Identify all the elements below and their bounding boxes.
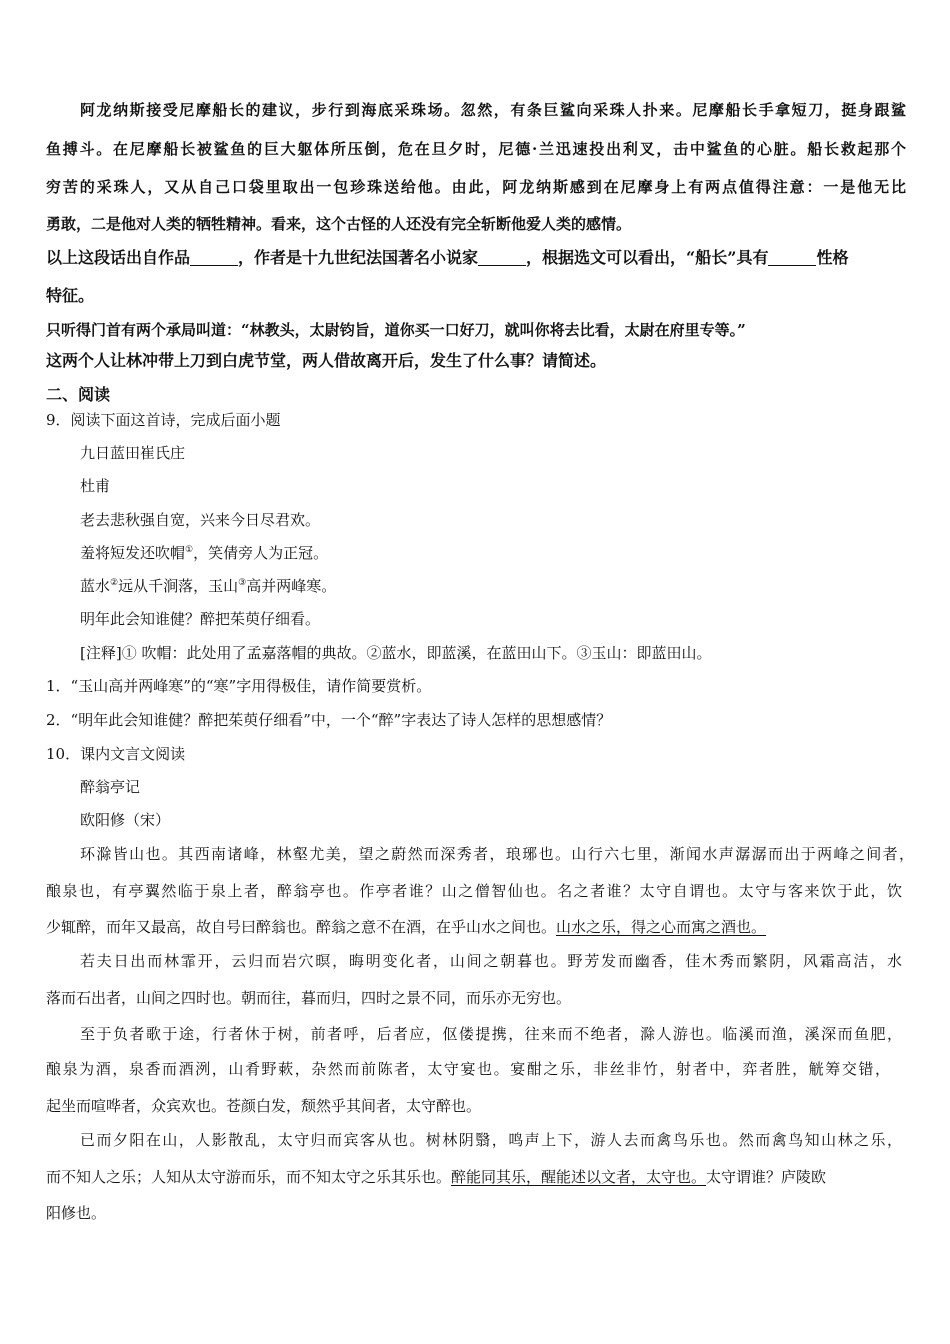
essay-p4-line-1: 已而夕阳在山，人影散乱，太守归而宾客从也。树林阴翳，鸣声上下，游人去而禽鸟乐也。然而禽鸟知山林之乐，	[80, 1131, 902, 1149]
essay-author: 欧阳修（宋）	[80, 811, 171, 829]
underlined-sentence-1: 山水之乐，得之心而寓之酒也。	[556, 918, 767, 936]
poem-author: 杜甫	[80, 477, 111, 495]
poem-line-3	[80, 576, 336, 596]
poem-line-4: 明年此会知谁健？醉把茱萸仔细看。	[80, 610, 321, 628]
poem-line-1: 老去悲秋强自宽，兴来今日尽君欢。	[80, 511, 321, 529]
poem-title: 九日蓝田崔氏庄	[80, 444, 186, 462]
passage1-line-4: 勇敢，二是他对人类的牺牲精神。看来，这个古怪的人还没有完全斩断他爱人类的感情。	[46, 215, 632, 233]
essay-p1-line-3-text: 少辄醉，而年又最高，故自号曰醉翁也。醉翁之意不在酒，在乎山水之间也。	[46, 918, 557, 936]
question2-line: 这两个人让林冲带上刀到白虎节堂，两人借故离开后，发生了什么事？请简述。	[46, 351, 607, 370]
essay-p4-line-2	[46, 1167, 826, 1187]
essay-p3-line-3: 起坐而喧哗者，众宾欢也。苍颜白发，颓然乎其间者，太守醉也。	[46, 1097, 482, 1115]
essay-title: 醉翁亭记	[80, 778, 141, 796]
essay-p3-line-1: 至于负者歌于途，行者休于树，前者呼，后者应，伛偻提携，往来而不绝者，滁人游也。临溪而渔，溪深而鱼肥，	[80, 1025, 902, 1043]
poem-note: [注释]① 吹帽：此处用了孟嘉落帽的典故。②蓝水，即蓝溪，在蓝田山下。③玉山：即蓝田山。	[80, 644, 712, 662]
q10-title: 10．课内文言文阅读	[46, 745, 186, 763]
passage1-line-1: 阿龙纳斯接受尼摩船长的建议，步行到海底采珠场。忽然，有条巨鲨向采珠人扑来。尼摩船长手拿短刀，挺身跟鲨	[80, 101, 906, 119]
essay-p2-line-1: 若夫日出而林霏开，云归而岩穴暝，晦明变化者，山间之朝暮也。野芳发而幽香，佳木秀而繁阴，风霜高洁，水	[80, 952, 902, 970]
essay-p2-line-2: 落而石出者，山间之四时也。朝而往，暮而归，四时之景不同，而乐亦无穷也。	[46, 989, 572, 1007]
poem-line-2-text-b: ，笑倩旁人为正冠。	[193, 544, 329, 562]
underlined-sentence-2: 醉能同其乐，醒能述以文者，太守也。	[451, 1168, 707, 1186]
essay-p4-line-2-text-a: 而不知人之乐；人知从太守游而乐，而不知太守之乐其乐也。	[46, 1168, 452, 1186]
poem-line-3-text-c: 高并两峰寒。	[246, 577, 337, 595]
passage1-line-3: 穷苦的采珠人，又从自己口袋里取出一包珍珠送给他。由此，阿龙纳斯感到在尼摩身上有两点值得注意：一是他无比	[46, 178, 906, 196]
question1-text-b: ，作者是十九世纪法国著名小说家	[238, 248, 479, 267]
answer-blank-work[interactable]	[190, 249, 238, 266]
essay-p4-line-3: 阳修也。	[46, 1204, 107, 1222]
q9-sub-question-2: 2．“明年此会知谁健？醉把茱萸仔细看”中，一个“醉”字表达了诗人怎样的思想感情？	[46, 711, 612, 729]
question1-line-1	[46, 248, 848, 268]
section-title-reading: 二、阅读	[46, 385, 111, 404]
question1-text-a: 以上这段话出自作品	[46, 248, 191, 267]
poem-line-3-text-b: 远从千涧落，玉山	[118, 577, 239, 595]
poem-line-2	[80, 543, 328, 563]
passage1-line-2: 鱼搏斗。在尼摩船长被鲨鱼的巨大躯体所压倒，危在旦夕时，尼德·兰迅速投出利叉，击中鲨鱼的心脏。船长救起那个	[46, 140, 906, 158]
essay-p1-line-1: 环滁皆山也。其西南诸峰，林壑尤美，望之蔚然而深秀者，琅琊也。山行六七里，渐闻水声潺潺而出于两峰之间者，	[80, 845, 914, 863]
answer-blank-trait[interactable]	[768, 249, 816, 266]
essay-p1-line-2: 酿泉也，有亭翼然临于泉上者，醉翁亭也。作亭者谁？山之僧智仙也。名之者谁？太守自谓也。太守与客来饮于此，饮	[46, 882, 902, 900]
essay-p3-line-2: 酿泉为酒，泉香而酒洌，山肴野蔌，杂然而前陈者，太守宴也。宴酣之乐，非丝非竹，射者中，弈者胜，觥筹交错，	[46, 1060, 890, 1078]
essay-p1-line-3	[46, 917, 766, 937]
answer-blank-author[interactable]	[478, 249, 526, 266]
question1-text-d: 性格	[816, 248, 849, 267]
question1-text-c: ，根据选文可以看出，“船长”具有	[526, 248, 769, 267]
essay-p4-line-2-text-b: 太守谓谁？庐陵欧	[706, 1168, 827, 1186]
footnote-marker-1: ①	[185, 545, 194, 555]
question1-line-2: 特征。	[46, 286, 95, 305]
q9-title: 9．阅读下面这首诗，完成后面小题	[46, 411, 281, 429]
footnote-marker-2: ②	[110, 578, 119, 588]
poem-line-2-text-a: 羞将短发还吹帽	[80, 544, 186, 562]
poem-line-3-text-a: 蓝水	[80, 577, 111, 595]
footnote-marker-3: ③	[238, 578, 247, 588]
q9-sub-question-1: 1．“玉山高并两峰寒”的“寒”字用得极佳，请作简要赏析。	[46, 677, 432, 695]
passage2-line: 只听得门首有两个承局叫道：“林教头，太尉钧旨，道你买一口好刀，就叫你将去比看，太尉在府里专等。”	[46, 321, 746, 339]
